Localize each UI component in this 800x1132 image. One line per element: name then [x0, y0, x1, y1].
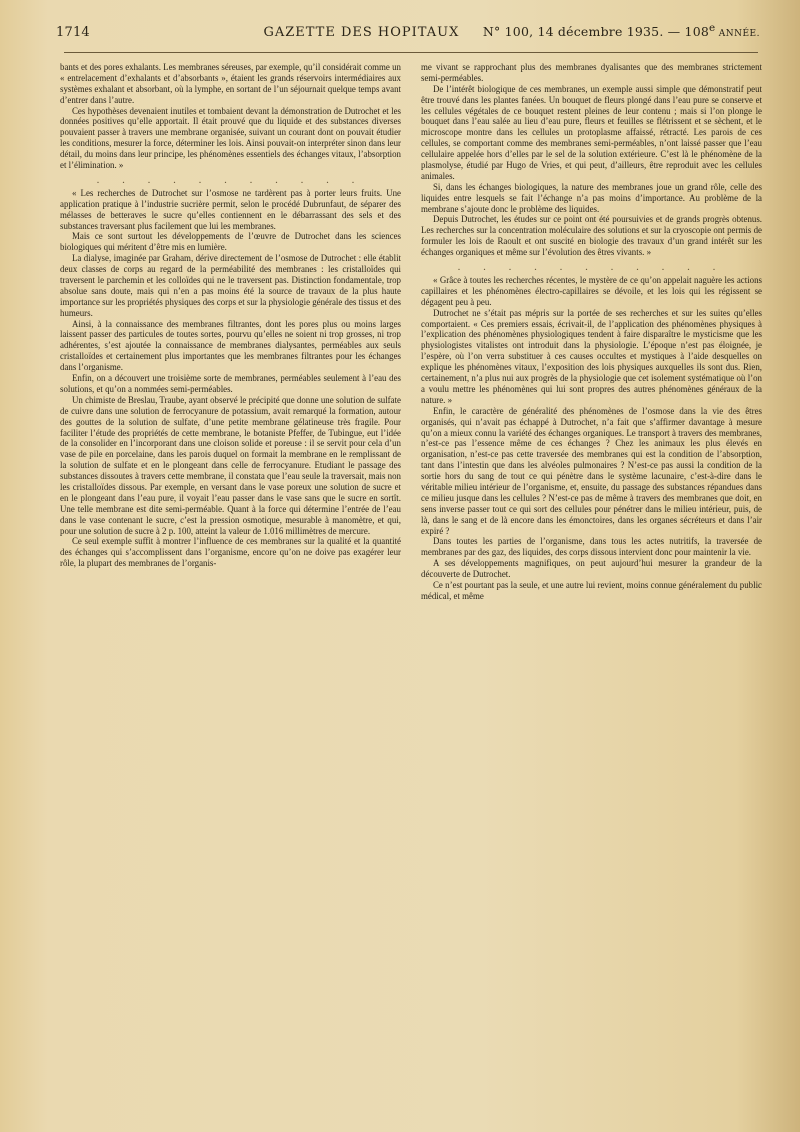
section-separator: . . . . . . . . . . .	[96, 173, 365, 186]
paragraph: Dans toutes les parties de l’organisme, dans tous les actes nutritifs, la traversée de membranes par des gaz, des liquides, des corps dissous intervient donc pour maintenir la vie.	[421, 536, 762, 558]
left-column	[60, 62, 401, 1122]
journal-title: GAZETTE DES HOPITAUX	[263, 25, 460, 41]
paragraph: Enfin, le caractère de généralité des phénomènes de l’osmose dans la vie des êtres organisés, qui n’avait pas échappé à Dutrochet, n’a fait que s’affirmer davantage à mesure qu’on a mieux connu la variété des échanges organiques. Le transport à travers des membranes, n’est-ce pas l’essence même de ces échanges ? Chez les animaux les plus élevés en organisation, n’est-ce pas cette traversée des membranes qui est la condition de l’absorption, tant dans l’intestin que dans les alvéoles pulmonaires ? N’est-ce pas aussi la condition de la sortie hors du sang de tout ce qui pénètre dans le système lacunaire, c’est-à-dire dans le véritable milieu intérieur de l’organisme, et, ensuite, du passage des substances répandues dans ce milieu jusque dans les cellules ? N’est-ce pas de même à travers des membranes que doit, en sens inverse passer tout ce qui sort des cellules pour pénétrer dans le milieu intérieur, puis, de là, dans le sang et de là encore dans les émonctoires, dans les organes sécréteurs et dans l’air expiré ?	[421, 405, 762, 536]
section-separator: . . . . . . . . . . .	[457, 261, 726, 274]
paragraph: Ces hypothèses devenaient inutiles et tombaient devant la démonstration de Dutrochet et les données positives qu’elle apportait. Il était prouvé que du liquide et des substances diverses pouvaient passer à travers une membrane organisée, suivant un courant dont on pouvait étudier les conditions, mesurer la force, déterminer les lois. Ainsi pouvait-on interpréter sinon dans leur détail, du moins dans leur principe, les phénomènes essentiels des échanges vitaux, l’absorption et l’élimination. »	[60, 105, 401, 171]
article-columns	[60, 62, 762, 1122]
paragraph: « Les recherches de Dutrochet sur l’osmose ne tardèrent pas à porter leurs fruits. Une application pratique à l’industrie sucrière permit, selon le procédé Dubrunfaut, de séparer des mélasses de betteraves le sucre qu’elles contiennent en le débarrassant des sels et des substances traversant plus facilement que lui les membranes.	[60, 187, 401, 231]
page-number: 1714	[56, 25, 90, 41]
paragraph: Ce n’est pourtant pas la seule, et une autre lui revient, moins connue généralement du public médical, et même	[421, 579, 762, 601]
paragraph: Depuis Dutrochet, les études sur ce point ont été poursuivies et de grands progrès obtenus. Les recherches sur la concentration moléculaire des solutions et sur la cryoscopie ont permis de formuler les lois de Raoult et ont suscité en biologie des travaux d’un grand intérêt sur les échanges organiques et même sur l’évolution des êtres vivants. »	[421, 214, 762, 258]
paragraph: Si, dans les échanges biologiques, la nature des membranes joue un grand rôle, celle des liquides entre lesquels se fait l’échange n’a pas moins d’importance. Au problème de la membrane s’ajoute donc le problème des liquides.	[421, 181, 762, 214]
paragraph: Dutrochet ne s’était pas mépris sur la portée de ses recherches et sur les suites qu’elles comportaient. « Ces premiers essais, écrivait-il, de l’application des phénomènes physiques à l’explication des phénomènes physiologiques tendent à faire disparaître le mysticisme que les physiologistes vitalistes ont introduit dans la physiologie. L’époque n’est pas éloignée, je l’espère, où l’on verra substituer à ces causes occultes et mystiques à l’aide desquelles on explique les phénomènes vitaux, l’exposition des lois physiques auxquelles ils sont dus. Rien, certainement, n’a plus nui aux progrès de la physiologie que cet isolement systématique où l’on a voulu mettre les phénomènes qui lui sont propres des autres phénomènes généraux de la nature. »	[421, 307, 762, 405]
issue-main: N° 100, 14 décembre 1935. — 108	[482, 24, 710, 40]
paragraph: Ainsi, à la connaissance des membranes filtrantes, dont les pores plus ou moins larges laissent passer des particules de toutes sortes, pourvu qu’elles ne soient ni trop grosses, ni trop adhérentes, s’est ajoutée la connaissance de membranes dialysantes, perméables aux seuls cristalloïdes et certainement plus importantes que les membranes filtrantes pour les échanges dans l’organisme.	[60, 318, 401, 373]
issue-tail: ANNÉE.	[715, 29, 760, 40]
paragraph: A ses développements magnifiques, on peut aujourd’hui mesurer la grandeur de la découverte de Dutrochet.	[421, 558, 762, 580]
paragraph: bants et des pores exhalants. Les membranes séreuses, par exemple, qu’il considérait comme un « entrelacement d’exhalants et d’absorbants », étaient les grands réservoirs intermédiaires aux systèmes exhalant et absorbant, où la lymphe, en sortant de l’un séjournait quelque temps avant d’entrer dans l’autre.	[60, 62, 401, 105]
paragraph: Ce seul exemple suffit à montrer l’influence de ces membranes sur la qualité et la quantité des échanges qui s’accomplissent dans l’organisme, encore qu’on ne doive pas exagérer leur rôle, la plupart des membranes de l’organis-	[60, 536, 401, 569]
paragraph: La dialyse, imaginée par Graham, dérive directement de l’osmose de Dutrochet : elle établit deux classes de corps au regard de la perméabilité des membranes : les cristalloïdes qui traversent le parchemin et les colloïdes qui ne le traversent pas. Distinction fondamentale, trop absolue sans doute, mais qui n’en a pas moins été la source de travaux de la plus haute importance sur les propriétés physiques des corps et sur la physiologie générale des tissus et des humeurs.	[60, 253, 401, 318]
right-column	[421, 62, 762, 1122]
paragraph: Mais ce sont surtout les développements de l’œuvre de Dutrochet dans les sciences biologiques qui méritent d’être mis en lumière.	[60, 231, 401, 253]
paragraph: Enfin, on a découvert une troisième sorte de membranes, perméables seulement à l’eau des solutions, et qu’on a nommées semi-perméables.	[60, 373, 401, 394]
header-rule	[64, 52, 758, 53]
paragraph: De l’intérêt biologique de ces membranes, un exemple aussi simple que démonstratif peut être trouvé dans les plantes fanées. Un bouquet de fleurs plongé dans l’eau pure se conserve et les cellules végétales de ce bouquet restent pleines de leur contenu ; mais si l’on plonge le bouquet dans l’eau salée au lieu d’eau pure, fleurs et feuilles se flétrissent et se sèchent, et le microscope montre dans les cellules un protoplasme affaissé, rétracté. Les parois de ces cellules, se comportant comme des membranes semi-perméables, n’ont laissé passer que l’eau cellulaire appelée hors d’elles par le sel de la solution extérieure. C’est là le phénomène de la plasmolyse, étudié par Hugo de Vries, et qui peut, d’ailleurs, être reproduit avec les cellules animales.	[421, 83, 762, 181]
paragraph: me vivant se rapprochant plus des membranes dyalisantes que des membranes strictement semi-perméables.	[421, 62, 762, 83]
paragraph: « Grâce à toutes les recherches récentes, le mystère de ce qu’on appelait naguère les actions capillaires et les phénomènes électro-capillaires se dévoile, et les lois qui les régissent se dégagent peu à peu.	[421, 275, 762, 307]
paragraph: Un chimiste de Breslau, Traube, ayant observé le précipité que donne une solution de sulfate de cuivre dans une solution de ferrocyanure de potassium, avait remarqué la formation, autour des gouttes de la solution de sulfate, d’une petite membrane gélatineuse très fragile. Pour faciliter l’étude des propriétés de cette membrane, le botaniste Pfeffer, de Tubingue, eut l’idée de la consolider en l’incorporant dans une cloison solide et poreuse : il se servit pour cela d’un vase de pile en porcelaine, dans les parois duquel on formait la membrane en le remplissant de la solution de sulfate et en le plongeant dans celle de ferrocyanure. Etudiant le passage des substances dissoutes à travers cette membrane, il constata que l’eau seule la traversait, mais non les cristalloïdes dissous. Par exemple, en versant dans le vase poreux une solution de sucre et en le plongeant dans l’eau pure, il voyait l’eau passer dans le vase sans que le sucre en sortît. Une telle membrane est dite semi-perméable. Quant à la force qui détermine l’entrée de l’eau dans le vase contenant le sucre, c’est la pression osmotique, mesurable à manomètre, et qui, pour une solution de sucre à 2 p. 100, atteint la valeur de 1.016 millimètres de mercure.	[60, 394, 401, 536]
page-header	[56, 0, 760, 48]
issue-sup: e	[709, 22, 716, 34]
issue-info	[483, 22, 760, 39]
